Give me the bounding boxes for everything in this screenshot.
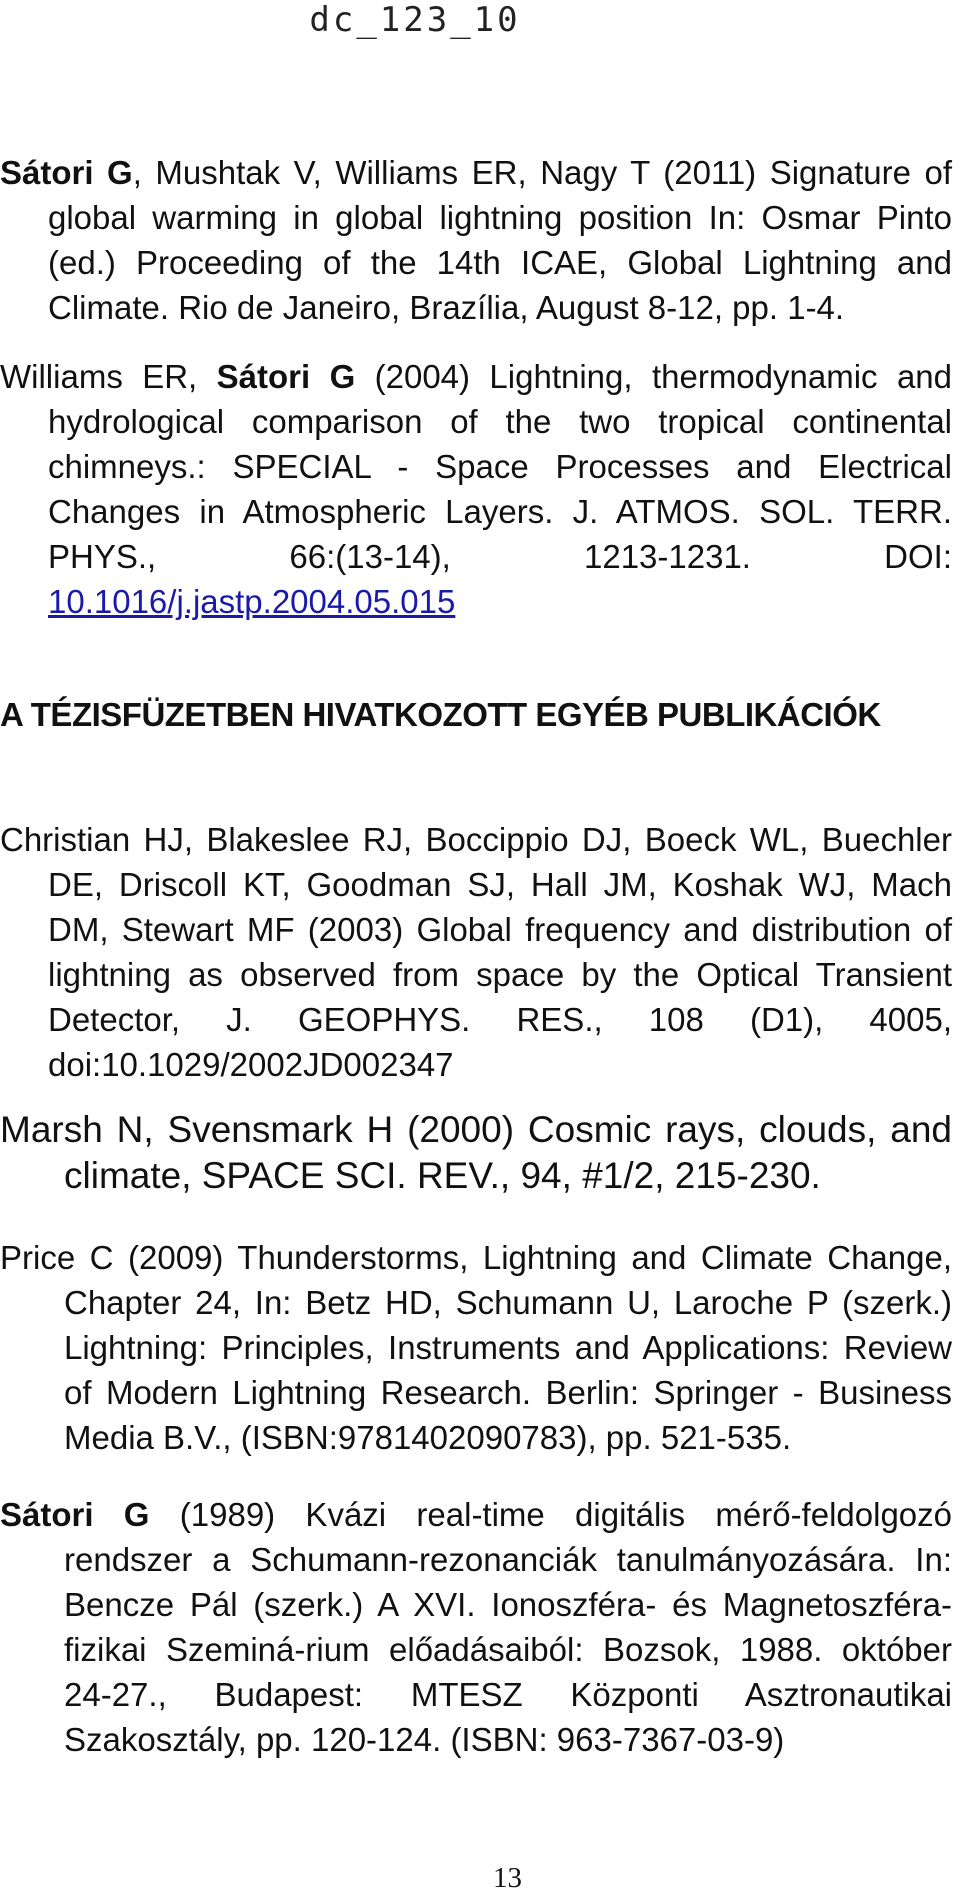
reference-author-bold: Sátori G <box>0 154 133 191</box>
reference-satori-2011 <box>0 150 952 330</box>
section-heading: A TÉZISFÜZETBEN HIVATKOZOTT EGYÉB PUBLIKÁCIÓK <box>0 696 881 733</box>
reference-author-bold: Sátori G <box>0 1496 150 1533</box>
reference-text: Marsh N, Svensmark H (2000) Cosmic rays, clouds, and climate, SPACE SCI. REV., 94, #1/2, 215-230. <box>0 1109 952 1196</box>
doi-link[interactable]: 10.1016/j.jastp.2004.05.015 <box>48 583 456 620</box>
reference-satori-1989 <box>0 1492 952 1762</box>
reference-prefix: Williams ER, <box>0 358 217 395</box>
reference-christian-2003 <box>0 817 952 1087</box>
reference-text: (1989) Kvázi real-time digitális mérő-feldolgozó rendszer a Schumann-rezonanciák tanulmányozására. In: Bencze Pál (szerk.) A XVI. Ionoszféra- és Magnetoszféra-fizikai Szeminá-rium előadásaiból: Bozsok, 1988. október 24-27., Budapest: MTESZ Központi Asztronautikai Szakosztály, pp. 120-124. (ISBN: 963-7367-03-9) <box>64 1496 953 1758</box>
reference-text: , Mushtak V, Williams ER, Nagy T (2011) Signature of global warming in global lightning position In: Osmar Pinto (ed.) Proceeding of the 14th ICAE, Global Lightning and Climate. Rio de Janeiro, Brazília, August 8-12, pp. 1-4. <box>48 154 953 326</box>
reference-text: (2004) Lightning, thermodynamic and hydrological comparison of the two tropical continental chimneys.: SPECIAL - Space Processes and Electrical Changes in Atmospheric Layers. J. ATMOS. SOL. TERR. PHYS., 66:(13-14), 1213-1231. DOI: <box>48 358 952 575</box>
reference-text: Christian HJ, Blakeslee RJ, Boccippio DJ, Boeck WL, Buechler DE, Driscoll KT, Goodman SJ, Hall JM, Koshak WJ, Mach DM, Stewart MF (2003) Global frequency and distribution of lightning as observed from space by the Optical Transient Detector, J. GEOPHYS. RES., 108 (D1), 4005, doi:10.1029/2002JD002347 <box>0 821 952 1083</box>
document-code: dc_123_10 <box>309 0 521 40</box>
reference-author-bold: Sátori G <box>216 358 356 395</box>
reference-williams-2004 <box>0 354 952 624</box>
reference-text: Price C (2009) Thunderstorms, Lightning and Climate Change, Chapter 24, In: Betz HD, Schumann U, Laroche P (szerk.) Lightning: Principles, Instruments and Applications: Review of Modern Lightning Research. Berlin: Springer - Business Media B.V., (ISBN:9781402090783), pp. 521-535. <box>0 1239 952 1456</box>
reference-marsh-2000 <box>0 1107 952 1199</box>
page-number: 13 <box>493 1862 522 1894</box>
reference-price-2009 <box>0 1235 952 1460</box>
